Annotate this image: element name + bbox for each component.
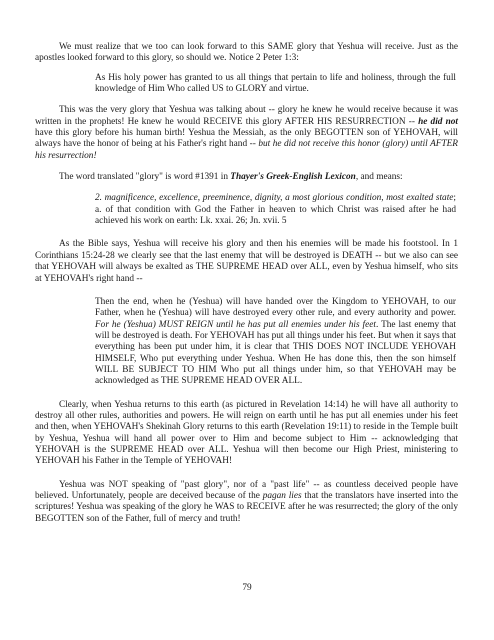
quote-lexicon-definition — [95, 193, 456, 227]
paragraph-text: Yeshua was NOT speaking of "past glory", nor of a "past life" -- as countless deceived people have believed. Unfortunately, people are deceived because of the — [35, 479, 458, 501]
paragraph-text: As the Bible says, Yeshua will receive his glory and then his enemies will be made his footstool. In 1 Corinthians 15:24-28 we clearly see that the last enemy that will be destroyed is DEATH -- but we also can see that YEHOVAH will always be exalted as THE SUPREME HEAD over ALL, even by Yeshua himself, who sits at YEHOVAH's right hand -- — [35, 239, 458, 284]
definition-italic: 2. magnificence, excellence, preeminence, dignity, a most glorious condition, most exalted state — [95, 193, 454, 204]
lexicon-title: Thayer's Greek-English Lexicon — [230, 172, 356, 183]
paragraph-text: that the translators have inserted into the scriptures! Yeshua was speaking of the glory he WAS to RECEIVE after he was resurrected; the glory of the only BEGOTTEN son of the Father, full of mercy and truth! — [35, 491, 458, 524]
paragraph-text: The word translated "glory" is word #1391 in — [59, 172, 231, 183]
paragraph-text: , and means: — [355, 172, 403, 183]
paragraph-past-glory — [35, 480, 458, 525]
quote-text: . The last enemy that will be destroyed is death. For YEHOVAH has put all things under his feet. But when it says that everything has been put under him, it is clear that THIS DOES NOT INCLUDE YEHOVAH HIMSELF, Who put everything under Yeshua. When He has done this, then the son himself WILL BE SUBJECT TO HIM Who put all things under him, so that YEHOVAH may be acknowledged as THE SUPREME HEAD OVER ALL. — [95, 319, 456, 387]
emphasis-text: pagan lies — [262, 491, 302, 501]
quote-1-corinthians — [95, 297, 456, 388]
paragraph-text: Clearly, when Yeshua returns to this earth (as pictured in Revelation 14:14) he will have all authority to destroy all other rules, authorities and powers. He will reign on earth until he has put all enemies under his feet and then, when YEHOVAH's Shekinah Glory returns to this earth (Revelation 19:11) to reside in the Temple built by Yeshua, Yeshua will hand all power over to Him and become subject to Him -- acknowledging that YEHOVAH is the SUPREME HEAD over ALL. Yeshua will then become our High Priest, ministering to YEHOVAH his Father in the Temple of YEHOVAH! — [35, 399, 458, 467]
quote-text: As His holy power has granted to us all things that pertain to life and holiness, through the full knowledge of Him Who called US to GLORY and virtue. — [95, 72, 456, 95]
page-number: 79 — [242, 583, 252, 593]
emphasis-text: he did not — [418, 116, 458, 127]
paragraph-prophets-glory — [35, 105, 458, 162]
paragraph-future-glory — [35, 42, 458, 65]
paragraph-text: We must realize that we too can look forward to this SAME glory that Yeshua will receive. Just as the apostles looked forward to this glory, so should we. Notice 2 Peter 1:3: — [35, 42, 458, 64]
quote-text: Then the end, when he (Yeshua) will have handed over the Kingdom to YEHOVAH, to our Father, when he (Yeshua) will have destroyed every other rule, and every authority and power. — [95, 296, 456, 319]
paragraph-text: have this glory before his human birth! Yeshua the Messiah, as the only BEGOTTEN son of YEHOVAH, will always have the honor of being at his Father's right hand -- — [35, 128, 458, 150]
quote-2-peter — [95, 73, 456, 96]
paragraph-word-glory — [35, 172, 458, 183]
emphasis-text: For he (Yeshua) MUST REIGN until he has put all enemies under his feet — [95, 319, 376, 330]
emphasis-text: but he did not receive this honor (glory) until AFTER his resurrection! — [35, 139, 458, 161]
paragraph-text: This was the very glory that Yeshua was talking about -- glory he knew he would receive because it was written in the prophets! He knew he would RECEIVE this glory AFTER HIS RESURRECTION -- — [35, 105, 458, 127]
paragraph-yeshua-returns — [35, 400, 458, 468]
definition-text: ; a. of that condition with God the Father in heaven to which Christ was raised after he had achieved his work on earth: Lk. xxai. 26; Jn. xvii. 5 — [95, 193, 456, 227]
paragraph-footstool — [35, 239, 458, 284]
